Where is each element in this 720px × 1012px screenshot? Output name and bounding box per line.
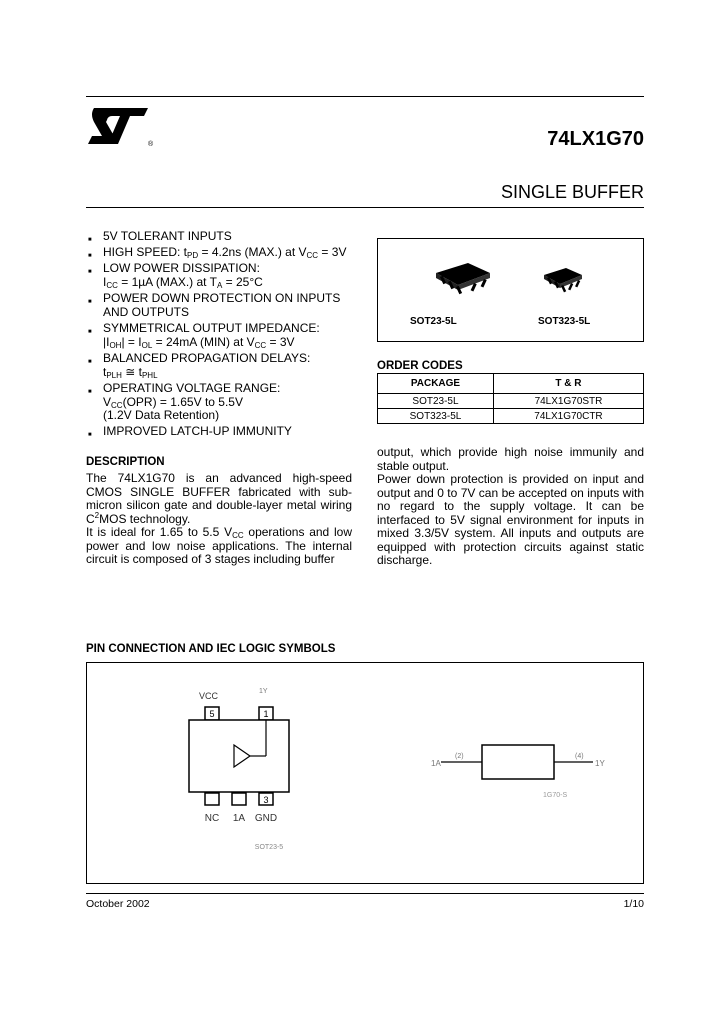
- package-label-sot23: SOT23-5L: [410, 316, 457, 327]
- feature-text: POWER DOWN PROTECTION ON INPUTS AND OUTPUTS: [103, 291, 341, 319]
- footer-date: October 2002: [86, 898, 150, 910]
- description-right-column: output, which provide high noise immunily and stable output. Power down protection is provided on input and output and 0 to 7V can be accepted on inputs with no regard to the supply voltage. It can be interfaced to 5V signal environment for inputs in mixed 3.3/5V system. All inputs and outputs are equipped with protection circuits against static discharge.: [377, 445, 644, 567]
- pin-number-3: 3: [263, 795, 269, 805]
- feature-item: [88, 246, 363, 260]
- iec-input-pin: (2): [455, 753, 464, 760]
- package-box: [377, 238, 644, 342]
- feature-item: [88, 262, 363, 289]
- part-number: 74LX1G70: [547, 128, 644, 150]
- sot323-package-icon: [538, 263, 588, 297]
- pin-label-vcc: VCC: [199, 691, 219, 701]
- bullet-icon: ■: [88, 432, 92, 438]
- iec-caption: 1G70-S: [543, 792, 568, 799]
- feature-text: BALANCED PROPAGATION DELAYS: $t_{PLH}$ ≅ $t_{PHL}$: [103, 351, 311, 380]
- pin-label-1a: 1A: [232, 813, 246, 824]
- bullet-icon: ■: [88, 389, 92, 395]
- package-caption: SOT23-5: [254, 844, 284, 851]
- pin-connection-diagram: [177, 683, 307, 853]
- pin-section-heading: PIN CONNECTION AND IEC LOGIC SYMBOLS: [86, 643, 336, 655]
- footer-page-number: 1/10: [623, 898, 644, 910]
- header-rule: [86, 207, 644, 208]
- top-rule: [86, 96, 644, 97]
- description-left-column: The 74LX1G70 is an advanced high-speed CMOS SINGLE BUFFER fabricated with sub-micron silicon gate and double-layer metal wiring $C^2MOS$ technology. It is ideal for 1.65 to 5.5 $V_{CC}$ operations and low power and low noise applications. The internal circuit is composed of 3 stages including buffer: [86, 471, 352, 566]
- bullet-icon: ■: [88, 269, 92, 275]
- ic-body: [189, 720, 289, 792]
- bullet-icon: ■: [88, 237, 92, 243]
- column-header-package: PACKAGE: [378, 374, 494, 394]
- device-name: SINGLE BUFFER: [500, 182, 644, 202]
- order-codes-heading: ORDER CODES: [377, 360, 463, 372]
- feature-text: HIGH SPEED: $t_{PD} = 4.2ns$ (MAX.) at $V_{CC} = 3V$: [103, 245, 347, 260]
- iec-output-pin: (4): [575, 753, 584, 760]
- order-codes-table: [377, 373, 644, 424]
- feature-item: [88, 230, 363, 244]
- bullet-icon: ■: [88, 359, 92, 365]
- bullet-icon: ■: [88, 329, 92, 335]
- table-cell: SOT323-5L: [378, 409, 494, 424]
- footer-rule: [86, 893, 644, 894]
- svg-text:®: ®: [148, 141, 154, 148]
- table-row: [378, 394, 644, 409]
- pin-label-1y: 1Y: [259, 688, 268, 695]
- pin-number-5: 5: [209, 709, 215, 719]
- sot23-package-icon: [428, 257, 498, 299]
- package-label-sot323: SOT323-5L: [538, 316, 591, 327]
- iec-output-label: 1Y: [595, 759, 605, 768]
- pin-label-gnd: GND: [254, 813, 278, 824]
- feature-text: OPERATING VOLTAGE RANGE: $V_{CC}(OPR) = 1.65V$ to 5.5V (1.2V Data Retention): [103, 381, 281, 422]
- iec-input-label: 1A: [431, 759, 441, 768]
- feature-item: [88, 425, 363, 439]
- feature-text: LOW POWER DISSIPATION: $I_{CC} = 1\mu A$ (MAX.) at $T_A = 25^\circ C$: [103, 261, 263, 290]
- pin-label-nc: NC: [204, 813, 220, 824]
- feature-item: [88, 352, 363, 379]
- table-cell: SOT23-5L: [378, 394, 494, 409]
- feature-item: [88, 382, 363, 423]
- feature-item: [88, 322, 363, 349]
- table-cell: 74LX1G70CTR: [493, 409, 643, 424]
- feature-item: [88, 292, 363, 319]
- pin-diagram-frame: [86, 662, 644, 884]
- feature-text: SYMMETRICAL OUTPUT IMPEDANCE: $|I_{OH}| = I_{OL} = 24mA$ (MIN) at $V_{CC} = 3V$: [103, 321, 320, 350]
- feature-text: IMPROVED LATCH-UP IMMUNITY: [103, 424, 292, 438]
- pin-number-1: 1: [263, 709, 269, 719]
- bullet-icon: ■: [88, 299, 92, 305]
- st-logo-icon: [86, 106, 154, 150]
- description-heading: DESCRIPTION: [86, 456, 165, 468]
- iec-buffer-box: [482, 745, 554, 779]
- iec-logic-symbol: [427, 735, 617, 805]
- feature-text: 5V TOLERANT INPUTS: [103, 229, 232, 243]
- table-cell: 74LX1G70STR: [493, 394, 643, 409]
- table-row: [378, 409, 644, 424]
- bullet-icon: ■: [88, 253, 92, 259]
- column-header-t-and-r: T & R: [493, 374, 643, 394]
